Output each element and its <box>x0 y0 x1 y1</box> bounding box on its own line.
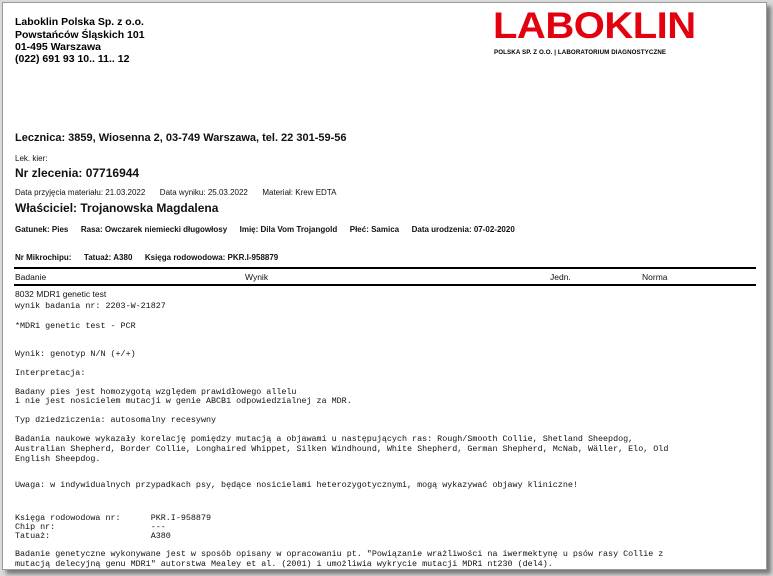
tattoo-value: A380 <box>113 253 133 262</box>
method-description-1: Badanie genetyczne wykonywane jest w sposób opisany w opracowaniu pt. "Powiązanie wrażliwości na iwermektynę u psów rasy Collie z <box>15 549 664 559</box>
sender-phone: (022) 691 93 10.. 11.. 12 <box>15 53 130 65</box>
received-label: Data przyjęcia materiału: <box>15 188 104 197</box>
name-value: Dila Vom Trojangold <box>260 225 338 234</box>
chip-row <box>15 253 278 262</box>
clinic-info: Lecznica: 3859, Wiosenna 2, 03-749 Warszawa, tel. 22 301-59-56 <box>15 132 347 144</box>
header-norm: Norma <box>642 272 668 282</box>
pedigree-detail: Księga rodowodowa nr: PKR.I-958879 <box>15 513 212 523</box>
owner-name: Trojanowska Magdalena <box>80 201 219 215</box>
header-unit: Jedn. <box>550 272 571 282</box>
owner-row <box>15 201 218 215</box>
material-label: Materiał: <box>262 188 294 197</box>
result-date-label: Data wyniku: <box>159 188 206 197</box>
birth-value: 07-02-2020 <box>473 225 515 234</box>
pedigree-label: Księga rodowodowa: <box>144 253 226 262</box>
interpretation-label: Interpretacja: <box>15 368 86 378</box>
result-number: wynik badania nr: 2203-W-21827 <box>15 301 166 311</box>
chip-label: Nr Mikrochipu: <box>15 253 72 262</box>
header-result: Wynik <box>245 272 269 282</box>
table-header-rule <box>14 284 756 286</box>
method-description-2: mutacją delecyjną genu MDR1" autorstwa Mealey et al. (2001) i umożliwia wykrycie mutacji MDR1 nt230 (del4). <box>15 559 553 569</box>
sender-street: Powstańców Śląskich 101 <box>15 29 145 41</box>
species-label: Gatunek: <box>15 225 50 234</box>
lab-report-page <box>2 2 767 570</box>
sender-city: 01-495 Warszawa <box>15 41 101 53</box>
chip-detail: Chip nr: --- <box>15 522 166 532</box>
breed-value: Owczarek niemiecki długowłosy <box>104 225 228 234</box>
research-line-1: Badania naukowe wykazały korelację pomiędzy mutacją a objawami u następujących ras: Rough/Smooth Collie, Shetland Sheepdog, <box>15 434 634 444</box>
inheritance-line: Typ dziedziczenia: autosomalny recesywny <box>15 415 217 425</box>
material-value: Krew EDTA <box>295 188 337 197</box>
logo-subtitle: POLSKA SP. Z O.O. | LABORATORIUM DIAGNOSTYCZNE <box>494 49 667 56</box>
research-line-2: Australian Shepherd, Border Collie, Longhaired Whippet, Silken Windhound, White Shepherd, German Shepherd, McNab, Wäller, Elo, Old <box>15 444 669 454</box>
method-line: *MDR1 genetic test - PCR <box>15 321 136 331</box>
sender-name: Laboklin Polska Sp. z o.o. <box>15 16 144 28</box>
sex-value: Samica <box>371 225 400 234</box>
research-line-3: English Sheepdog. <box>15 454 101 464</box>
interpretation-line-2: i nie jest nosicielem mutacji w genie ABCB1 odpowiedzialnej za MDR. <box>15 396 352 406</box>
test-title: 8032 MDR1 genetic test <box>15 289 107 299</box>
table-top-rule <box>14 267 756 269</box>
tattoo-detail: Tatuaż: A380 <box>15 531 171 541</box>
animal-row <box>15 225 515 234</box>
warning-line: Uwaga: w indywidualnych przypadkach psy, będące nosicielami heterozygotycznymi, mogą wykazywać objawy kliniczne! <box>15 480 578 490</box>
species-value: Pies <box>51 225 69 234</box>
dates-row <box>15 188 336 197</box>
pedigree-value: PKR.I-958879 <box>227 253 279 262</box>
breed-label: Rasa: <box>80 225 103 234</box>
owner-label: Właściciel: <box>15 201 78 215</box>
laboklin-logo: LABOKLIN <box>493 6 696 47</box>
header-test: Badanie <box>15 272 47 282</box>
order-number: Nr zlecenia: 07716944 <box>15 166 140 180</box>
result-date: 25.03.2022 <box>207 188 248 197</box>
name-label: Imię: <box>239 225 259 234</box>
sex-label: Płeć: <box>349 225 369 234</box>
tattoo-label: Tatuaż: <box>83 253 112 262</box>
birth-label: Data urodzenia: <box>411 225 472 234</box>
received-date: 21.03.2022 <box>105 188 146 197</box>
genotype-line: Wynik: genotyp N/N (+/+) <box>15 349 136 359</box>
interpretation-line-1: Badany pies jest homozygotą względem prawidłowego allelu <box>15 387 297 397</box>
doctor-label: Lek. kier: <box>15 154 48 163</box>
